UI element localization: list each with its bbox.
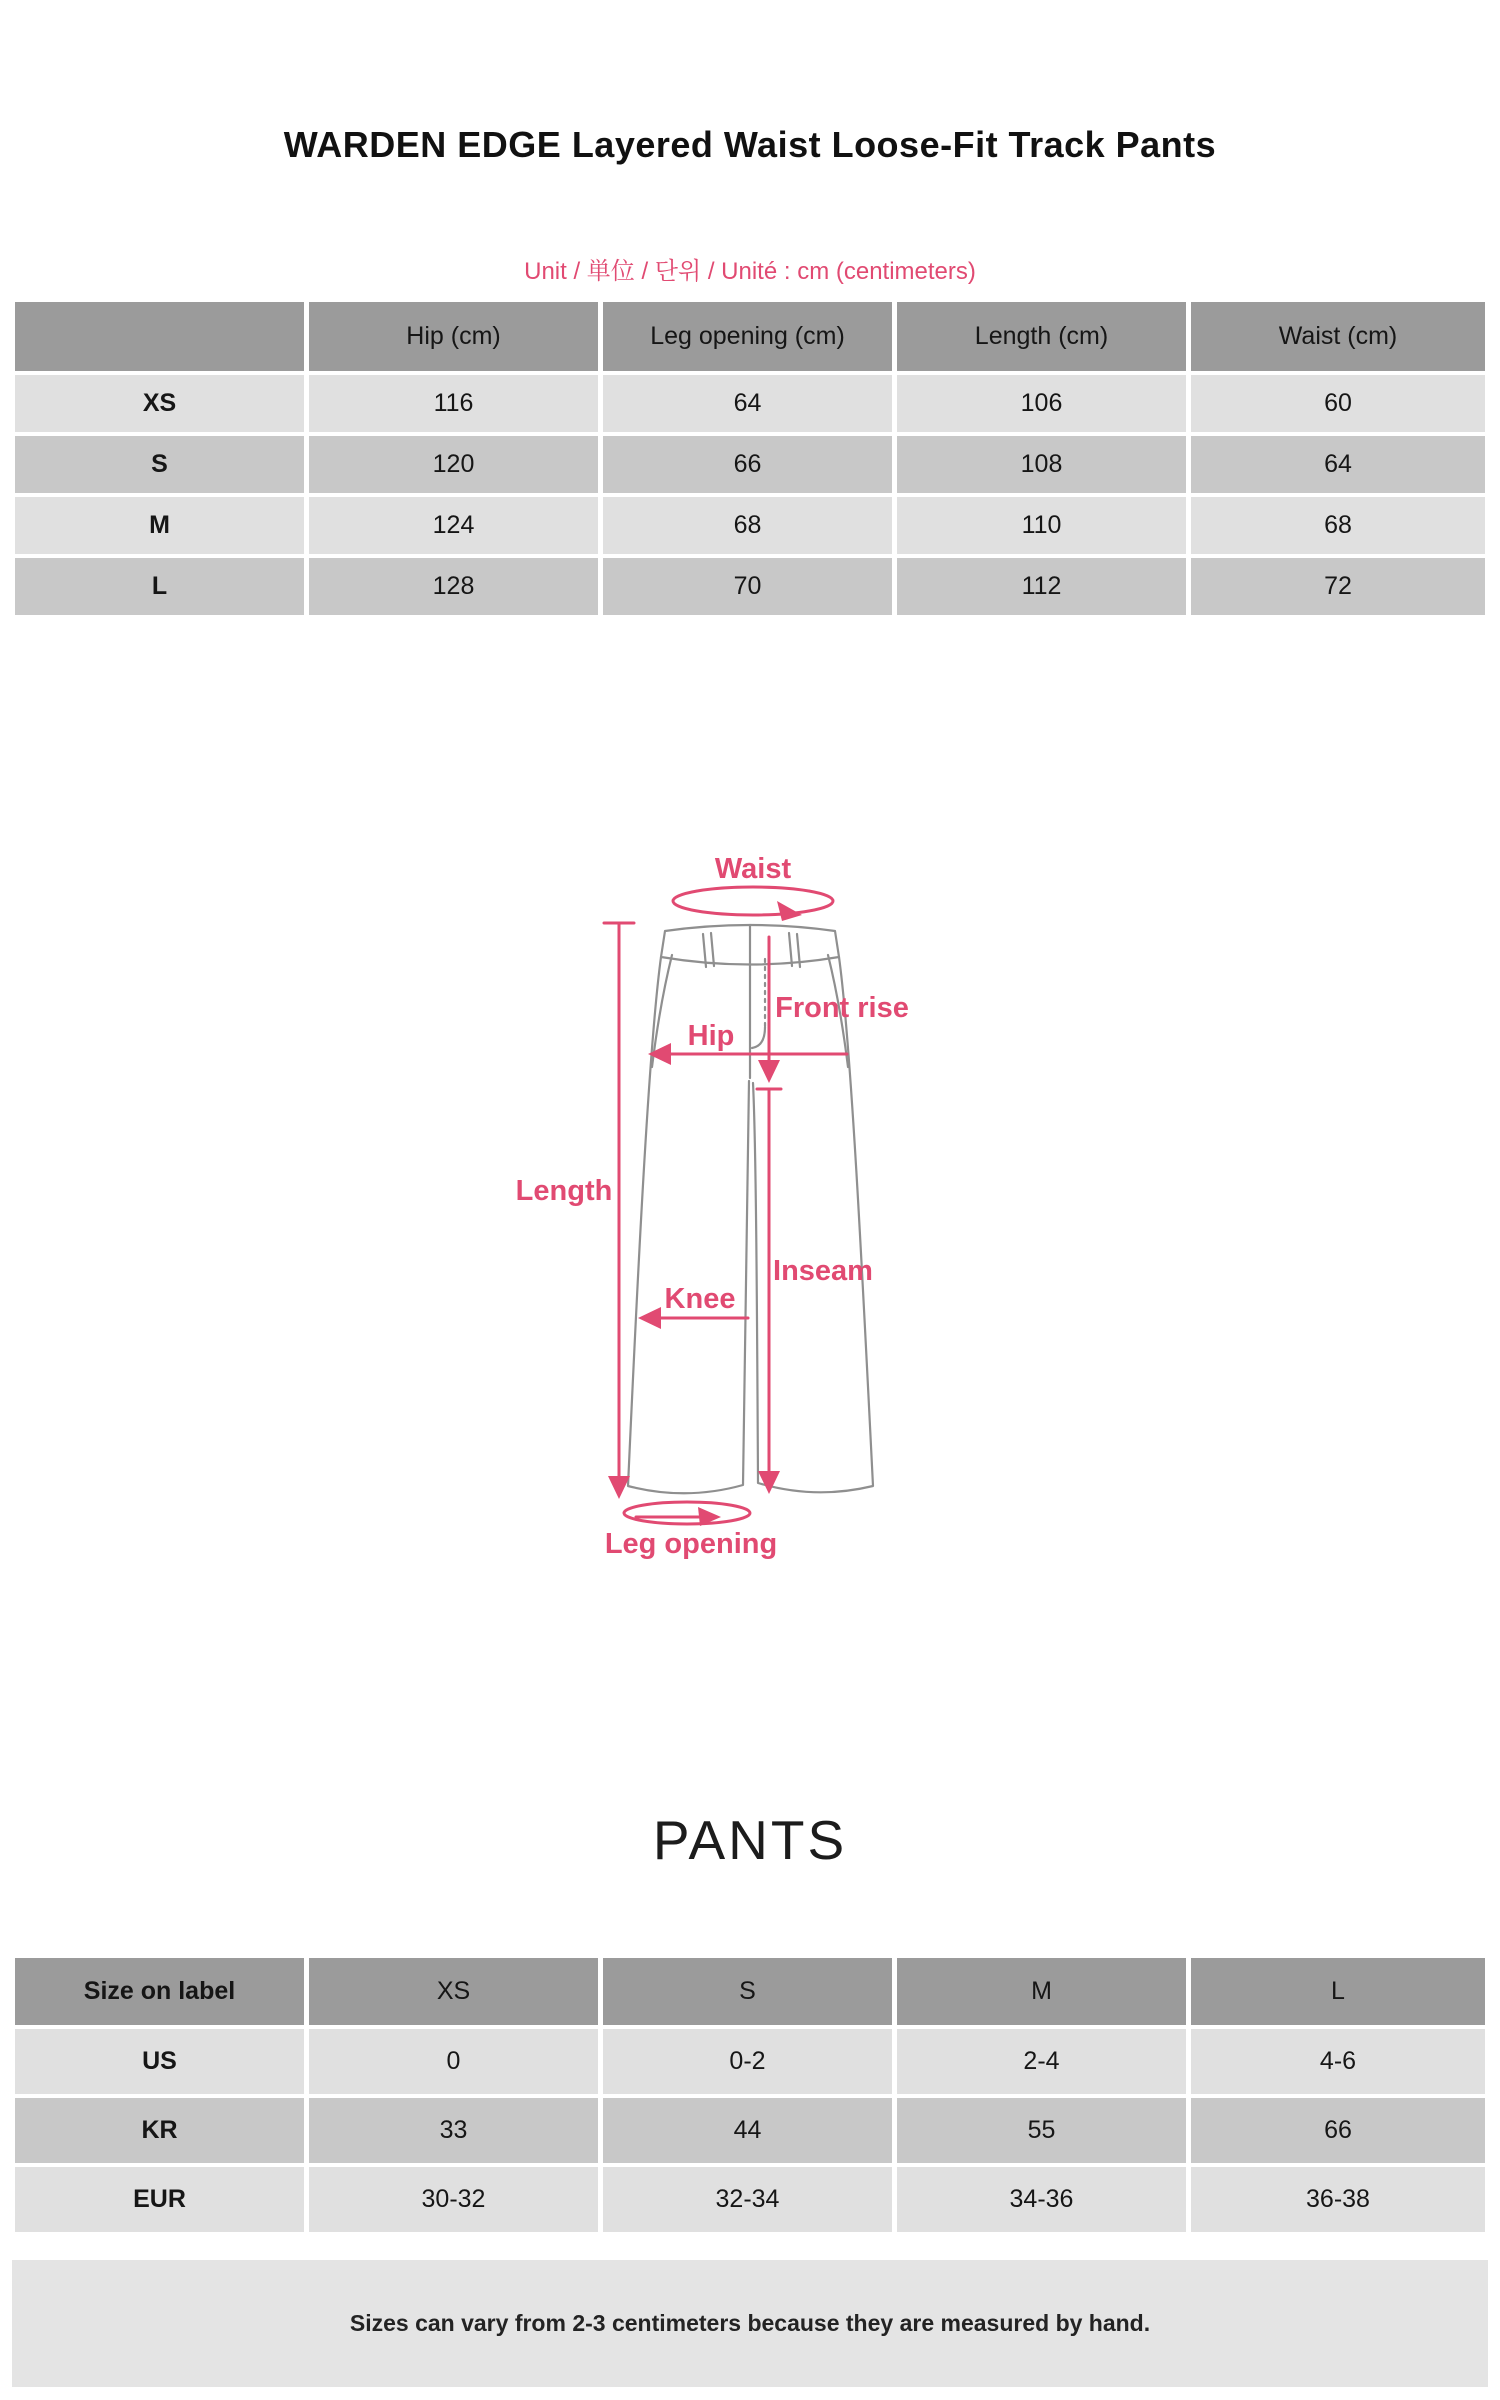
header-row (15, 1958, 1485, 2025)
value-cell: 30-32 (309, 2163, 603, 2232)
table-row (15, 432, 1485, 493)
hip-label: Hip (687, 1020, 735, 1052)
value-cell: 4-6 (1191, 2025, 1485, 2094)
table-row (15, 371, 1485, 432)
table-row (15, 2025, 1485, 2094)
column-header: S (603, 1958, 897, 2025)
row-label: XS (15, 371, 309, 432)
column-header: L (1191, 1958, 1485, 2025)
value-cell: 106 (897, 371, 1191, 432)
knee-label: Knee (664, 1283, 736, 1315)
footer-note-text: Sizes can vary from 2-3 centimeters because they are measured by hand. (349, 2310, 1151, 2336)
value-cell: 60 (1191, 371, 1485, 432)
value-cell: 70 (603, 554, 897, 615)
row-label-header: Size on label (15, 1958, 309, 2025)
value-cell: 128 (309, 554, 603, 615)
row-label: M (15, 493, 309, 554)
knee-arrowhead-icon (638, 1307, 661, 1329)
column-header: Leg opening (cm) (603, 302, 897, 371)
value-cell: 68 (1191, 493, 1485, 554)
waist-girth-arrow (673, 887, 833, 915)
value-cell: 124 (309, 493, 603, 554)
row-label: KR (15, 2094, 309, 2163)
value-cell: 66 (603, 432, 897, 493)
value-cell: 120 (309, 432, 603, 493)
table-row (15, 493, 1485, 554)
column-header: M (897, 1958, 1191, 2025)
front-rise-label: Front rise (775, 992, 909, 1024)
leg-opening-label: Leg opening (604, 1528, 778, 1560)
value-cell: 32-34 (603, 2163, 897, 2232)
value-cell: 55 (897, 2094, 1191, 2163)
front-rise-arrowhead-icon (758, 1060, 780, 1083)
value-cell: 64 (1191, 432, 1485, 493)
value-cell: 44 (603, 2094, 897, 2163)
value-cell: 66 (1191, 2094, 1485, 2163)
leg-opening-girth-arrow (624, 1502, 750, 1524)
table-row (15, 2163, 1485, 2232)
size-conversion-table (15, 1958, 1485, 2232)
value-cell: 34-36 (897, 2163, 1191, 2232)
value-cell: 0 (309, 2025, 603, 2094)
row-label-header (15, 302, 309, 371)
row-label: L (15, 554, 309, 615)
inseam-label: Inseam (773, 1255, 873, 1287)
value-cell: 116 (309, 371, 603, 432)
section-heading: PANTS (652, 1809, 848, 1871)
header-row (15, 302, 1485, 371)
value-cell: 110 (897, 493, 1191, 554)
inseam-arrowhead-icon (758, 1471, 780, 1494)
waist-arrowhead-icon (777, 901, 802, 921)
pants-measurement-diagram (500, 845, 980, 1575)
value-cell: 72 (1191, 554, 1485, 615)
value-cell: 0-2 (603, 2025, 897, 2094)
length-arrowhead-icon (608, 1476, 630, 1499)
right-leg (753, 957, 873, 1492)
value-cell: 108 (897, 432, 1191, 493)
value-cell: 33 (309, 2094, 603, 2163)
column-header: Waist (cm) (1191, 302, 1485, 371)
value-cell: 2-4 (897, 2025, 1191, 2094)
length-label: Length (515, 1175, 613, 1207)
fly-curve (752, 1027, 765, 1048)
table-row (15, 554, 1485, 615)
row-label: S (15, 432, 309, 493)
row-label: EUR (15, 2163, 309, 2232)
value-cell: 68 (603, 493, 897, 554)
table-row (15, 2094, 1485, 2163)
value-cell: 112 (897, 554, 1191, 615)
measurement-table (15, 302, 1485, 615)
page-title: WARDEN EDGE Layered Waist Loose-Fit Track Pants (283, 124, 1217, 165)
value-cell: 36-38 (1191, 2163, 1485, 2232)
value-cell: 64 (603, 371, 897, 432)
unit-note: Unit / 単位 / 단위 / Unité : cm (centimeters) (524, 258, 976, 285)
waist-label: Waist (714, 853, 792, 885)
footer-note-band (12, 2260, 1488, 2387)
row-label: US (15, 2025, 309, 2094)
column-header: Hip (cm) (309, 302, 603, 371)
column-header: XS (309, 1958, 603, 2025)
column-header: Length (cm) (897, 302, 1191, 371)
